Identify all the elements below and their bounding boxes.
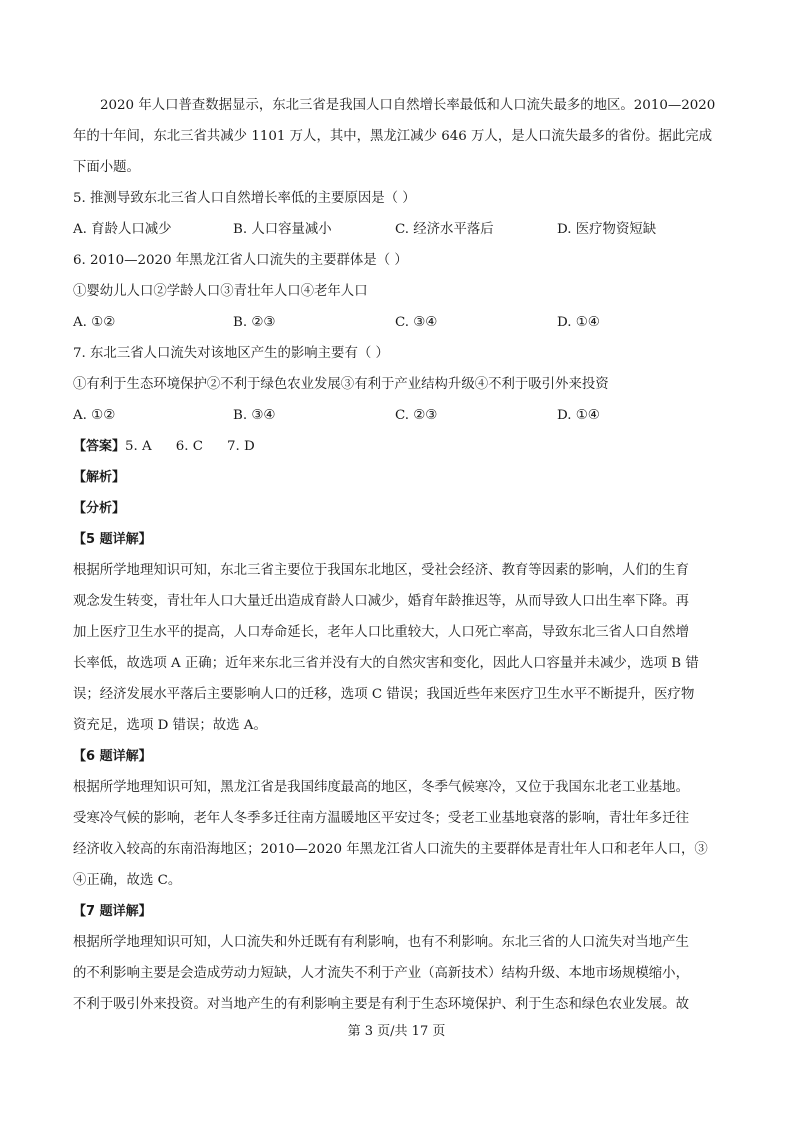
- detail-6-line: ④正确，故选 C。: [73, 873, 182, 888]
- answer-label: 【答案】: [73, 439, 126, 454]
- heading-detail-7: 【7 题详解】: [73, 904, 152, 919]
- q7-option-b: B. ③④: [233, 408, 276, 423]
- detail-5-line: 加上医疗卫生水平的提高，人口寿命延长，老年人口比重较大，人口死亡率高，导致东北三省人口自然增: [73, 625, 689, 640]
- question-7-items: ①有利于生态环境保护②不利于绿色农业发展③有利于产业结构升级④不利于吸引外来投资: [73, 377, 609, 392]
- q7-option-a: A. ①②: [73, 408, 116, 423]
- answer-5: 5. A: [125, 439, 152, 454]
- q5-option-a: A. 育龄人口减少: [73, 222, 172, 237]
- detail-6-line: 经济收入较高的东南沿海地区；2010—2020 年黑龙江省人口流失的主要群体是青壮年人口和老年人口，③: [73, 842, 708, 857]
- question-6-items: ①婴幼儿人口②学龄人口③青壮年人口④老年人口: [73, 284, 368, 299]
- answer-7: 7. D: [227, 439, 255, 454]
- detail-7-line: 不利于吸引外来投资。对当地产生的有利影响主要是有利于生态环境保护、利于生态和绿色农业发展。故: [73, 997, 689, 1012]
- q5-option-c: C. 经济水平落后: [395, 222, 494, 237]
- detail-5-line: 资充足，选项 D 错误；故选 A。: [73, 718, 267, 733]
- q7-option-d: D. ①④: [557, 408, 600, 423]
- heading-detail-6: 【6 题详解】: [73, 749, 152, 764]
- q6-option-a: A. ①②: [73, 315, 116, 330]
- detail-5-line: 长率低，故选项 A 正确；近年来东北三省并没有大的自然灾害和变化，因此人口容量并未减少，选项 B 错: [73, 656, 699, 671]
- heading-detail-5: 【5 题详解】: [73, 532, 152, 547]
- page-number: 第 3 页/共 17 页: [347, 1024, 446, 1039]
- detail-5-line: 观念发生转变，青壮年人口大量迁出造成育龄人口减少，婚育年龄推迟等，从而导致人口出生率下降。再: [73, 594, 689, 609]
- intro-line-2: 年的十年间，东北三省共减少 1101 万人，其中，黑龙江减少 646 万人，是人口流失最多的省份。据此完成: [73, 129, 713, 144]
- detail-7-line: 的不利影响主要是会造成劳动力短缺，人才流失不利于产业（高新技术）结构升级、本地市场规模缩小，: [73, 966, 689, 981]
- q6-option-b: B. ②③: [233, 315, 276, 330]
- detail-7-line: 根据所学地理知识可知，人口流失和外迁既有有利影响，也有不利影响。东北三省的人口流失对当地产生: [73, 935, 689, 950]
- question-7-stem: 7. 东北三省人口流失对该地区产生的影响主要有（ ）: [73, 346, 389, 361]
- intro-line-1: 2020 年人口普查数据显示，东北三省是我国人口自然增长率最低和人口流失最多的地区。2010—2020: [100, 98, 716, 113]
- heading-jiexi: 【解析】: [73, 470, 126, 485]
- q6-option-d: D. ①④: [557, 315, 600, 330]
- detail-5-line: 根据所学地理知识可知，东北三省主要位于我国东北地区，受社会经济、教育等因素的影响，人们的生育: [73, 563, 689, 578]
- detail-6-line: 根据所学地理知识可知，黑龙江省是我国纬度最高的地区，冬季气候寒冷，又位于我国东北老工业基地。: [73, 780, 689, 795]
- heading-fenxi: 【分析】: [73, 501, 126, 516]
- question-5-stem: 5. 推测导致东北三省人口自然增长率低的主要原因是（ ）: [73, 191, 416, 206]
- q6-option-c: C. ③④: [395, 315, 438, 330]
- q5-option-d: D. 医疗物资短缺: [557, 222, 657, 237]
- q5-option-b: B. 人口容量减小: [233, 222, 332, 237]
- detail-5-line: 误；经济发展水平落后主要影响人口的迁移，选项 C 错误；我国近些年来医疗卫生水平不断提升，医疗物: [73, 687, 695, 702]
- intro-line-3: 下面小题。: [73, 160, 140, 175]
- question-6-stem: 6. 2010—2020 年黑龙江省人口流失的主要群体是（ ）: [73, 253, 408, 268]
- q7-option-c: C. ②③: [395, 408, 438, 423]
- answer-6: 6. C: [175, 439, 203, 454]
- answer-line: [73, 437, 733, 457]
- detail-6-line: 受寒冷气候的影响，老年人冬季多迁往南方温暖地区平安过冬；受老工业基地衰落的影响，青壮年多迁往: [73, 811, 689, 826]
